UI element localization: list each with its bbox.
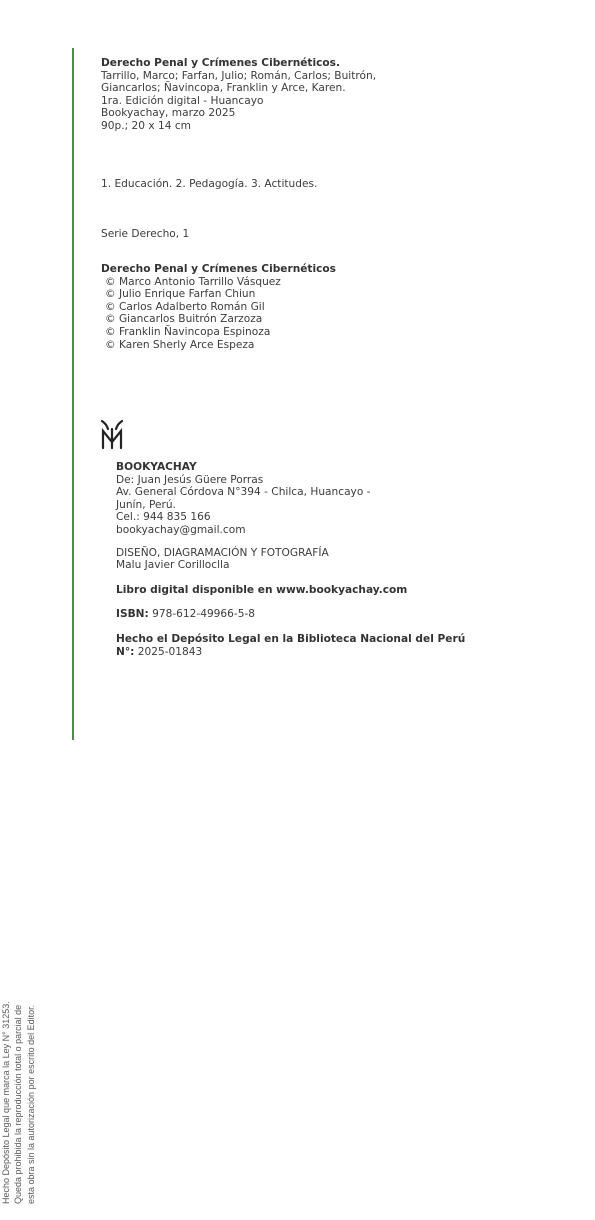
- legal-line: esta obra sin la autorización por escrito del Editor.: [25, 1004, 36, 1204]
- subjects-text: 1. Educación. 2. Pedagogía. 3. Actitudes.: [101, 178, 318, 190]
- publisher-owner: De: Juan Jesús Güere Porras: [116, 473, 264, 486]
- publisher-block: [116, 461, 465, 658]
- deposit-number-label: N°:: [116, 645, 135, 658]
- legal-deposit: Hecho el Depósito Legal en la Biblioteca Nacional del Perú: [116, 632, 466, 645]
- publisher-date: Bookyachay, marzo 2025: [101, 107, 236, 120]
- publisher-address: Av. General Córdova N°394 - Chilca, Huancayo -: [116, 486, 371, 499]
- publisher-address: Junín, Perú.: [116, 498, 176, 511]
- bookyachay-logo-icon: [97, 418, 127, 450]
- deposit-number: 2025-01843: [134, 645, 203, 658]
- designer: Malu Javier Corilloclla: [116, 559, 230, 572]
- physical-description: 90p.; 20 x 14 cm: [101, 119, 191, 132]
- copyright-holder: © Marco Antonio Tarrillo Vásquez: [105, 275, 281, 288]
- book-title: Derecho Penal y Crímenes Cibernéticos.: [101, 57, 341, 69]
- isbn-line: [116, 608, 465, 621]
- edition: 1ra. Edición digital - Huancayo: [101, 94, 264, 107]
- catalog-block: [101, 57, 376, 133]
- isbn-label: ISBN:: [116, 608, 149, 621]
- series-text: Serie Derecho, 1: [101, 228, 190, 240]
- copyright-block: [101, 263, 336, 351]
- legal-line: Queda prohibida la reproducción total o parcial de: [13, 1004, 24, 1204]
- authors: Giancarlos; Ñavincopa, Franklin y Arce, Karen.: [101, 82, 346, 95]
- isbn-value: 978-612-49966-5-8: [148, 608, 256, 621]
- copyright-holder: © Franklin Ñavincopa Espinoza: [105, 325, 271, 338]
- copyright-holder: © Karen Sherly Arce Espeza: [105, 338, 255, 351]
- copyright-holder: © Giancarlos Buitrón Zarzoza: [105, 313, 263, 326]
- publisher-email: bookyachay@gmail.com: [116, 523, 246, 536]
- publisher-name: BOOKYACHAY: [116, 461, 197, 473]
- legal-notice: [0, 930, 60, 1220]
- copyright-holder: © Julio Enrique Farfan Chiun: [105, 288, 256, 301]
- subjects: [101, 178, 317, 191]
- design-heading: DISEÑO, DIAGRAMACIÓN Y FOTOGRAFÍA: [116, 546, 329, 559]
- authors: Tarrillo, Marco; Farfan, Julio; Román, Carlos; Buitrón,: [101, 69, 377, 82]
- publisher-phone: Cel.: 944 835 166: [116, 511, 211, 524]
- legal-line: Hecho Depósito Legal que marca la Ley N° 31253.: [1, 1001, 11, 1204]
- vertical-rule: [72, 48, 74, 740]
- copyright-title: Derecho Penal y Crímenes Cibernéticos: [101, 263, 336, 275]
- copyright-holder: © Carlos Adalberto Román Gil: [105, 300, 265, 313]
- series: [101, 228, 189, 241]
- deposit-number-line: [116, 646, 465, 659]
- digital-availability: Libro digital disponible en www.bookyachay.com: [116, 583, 408, 596]
